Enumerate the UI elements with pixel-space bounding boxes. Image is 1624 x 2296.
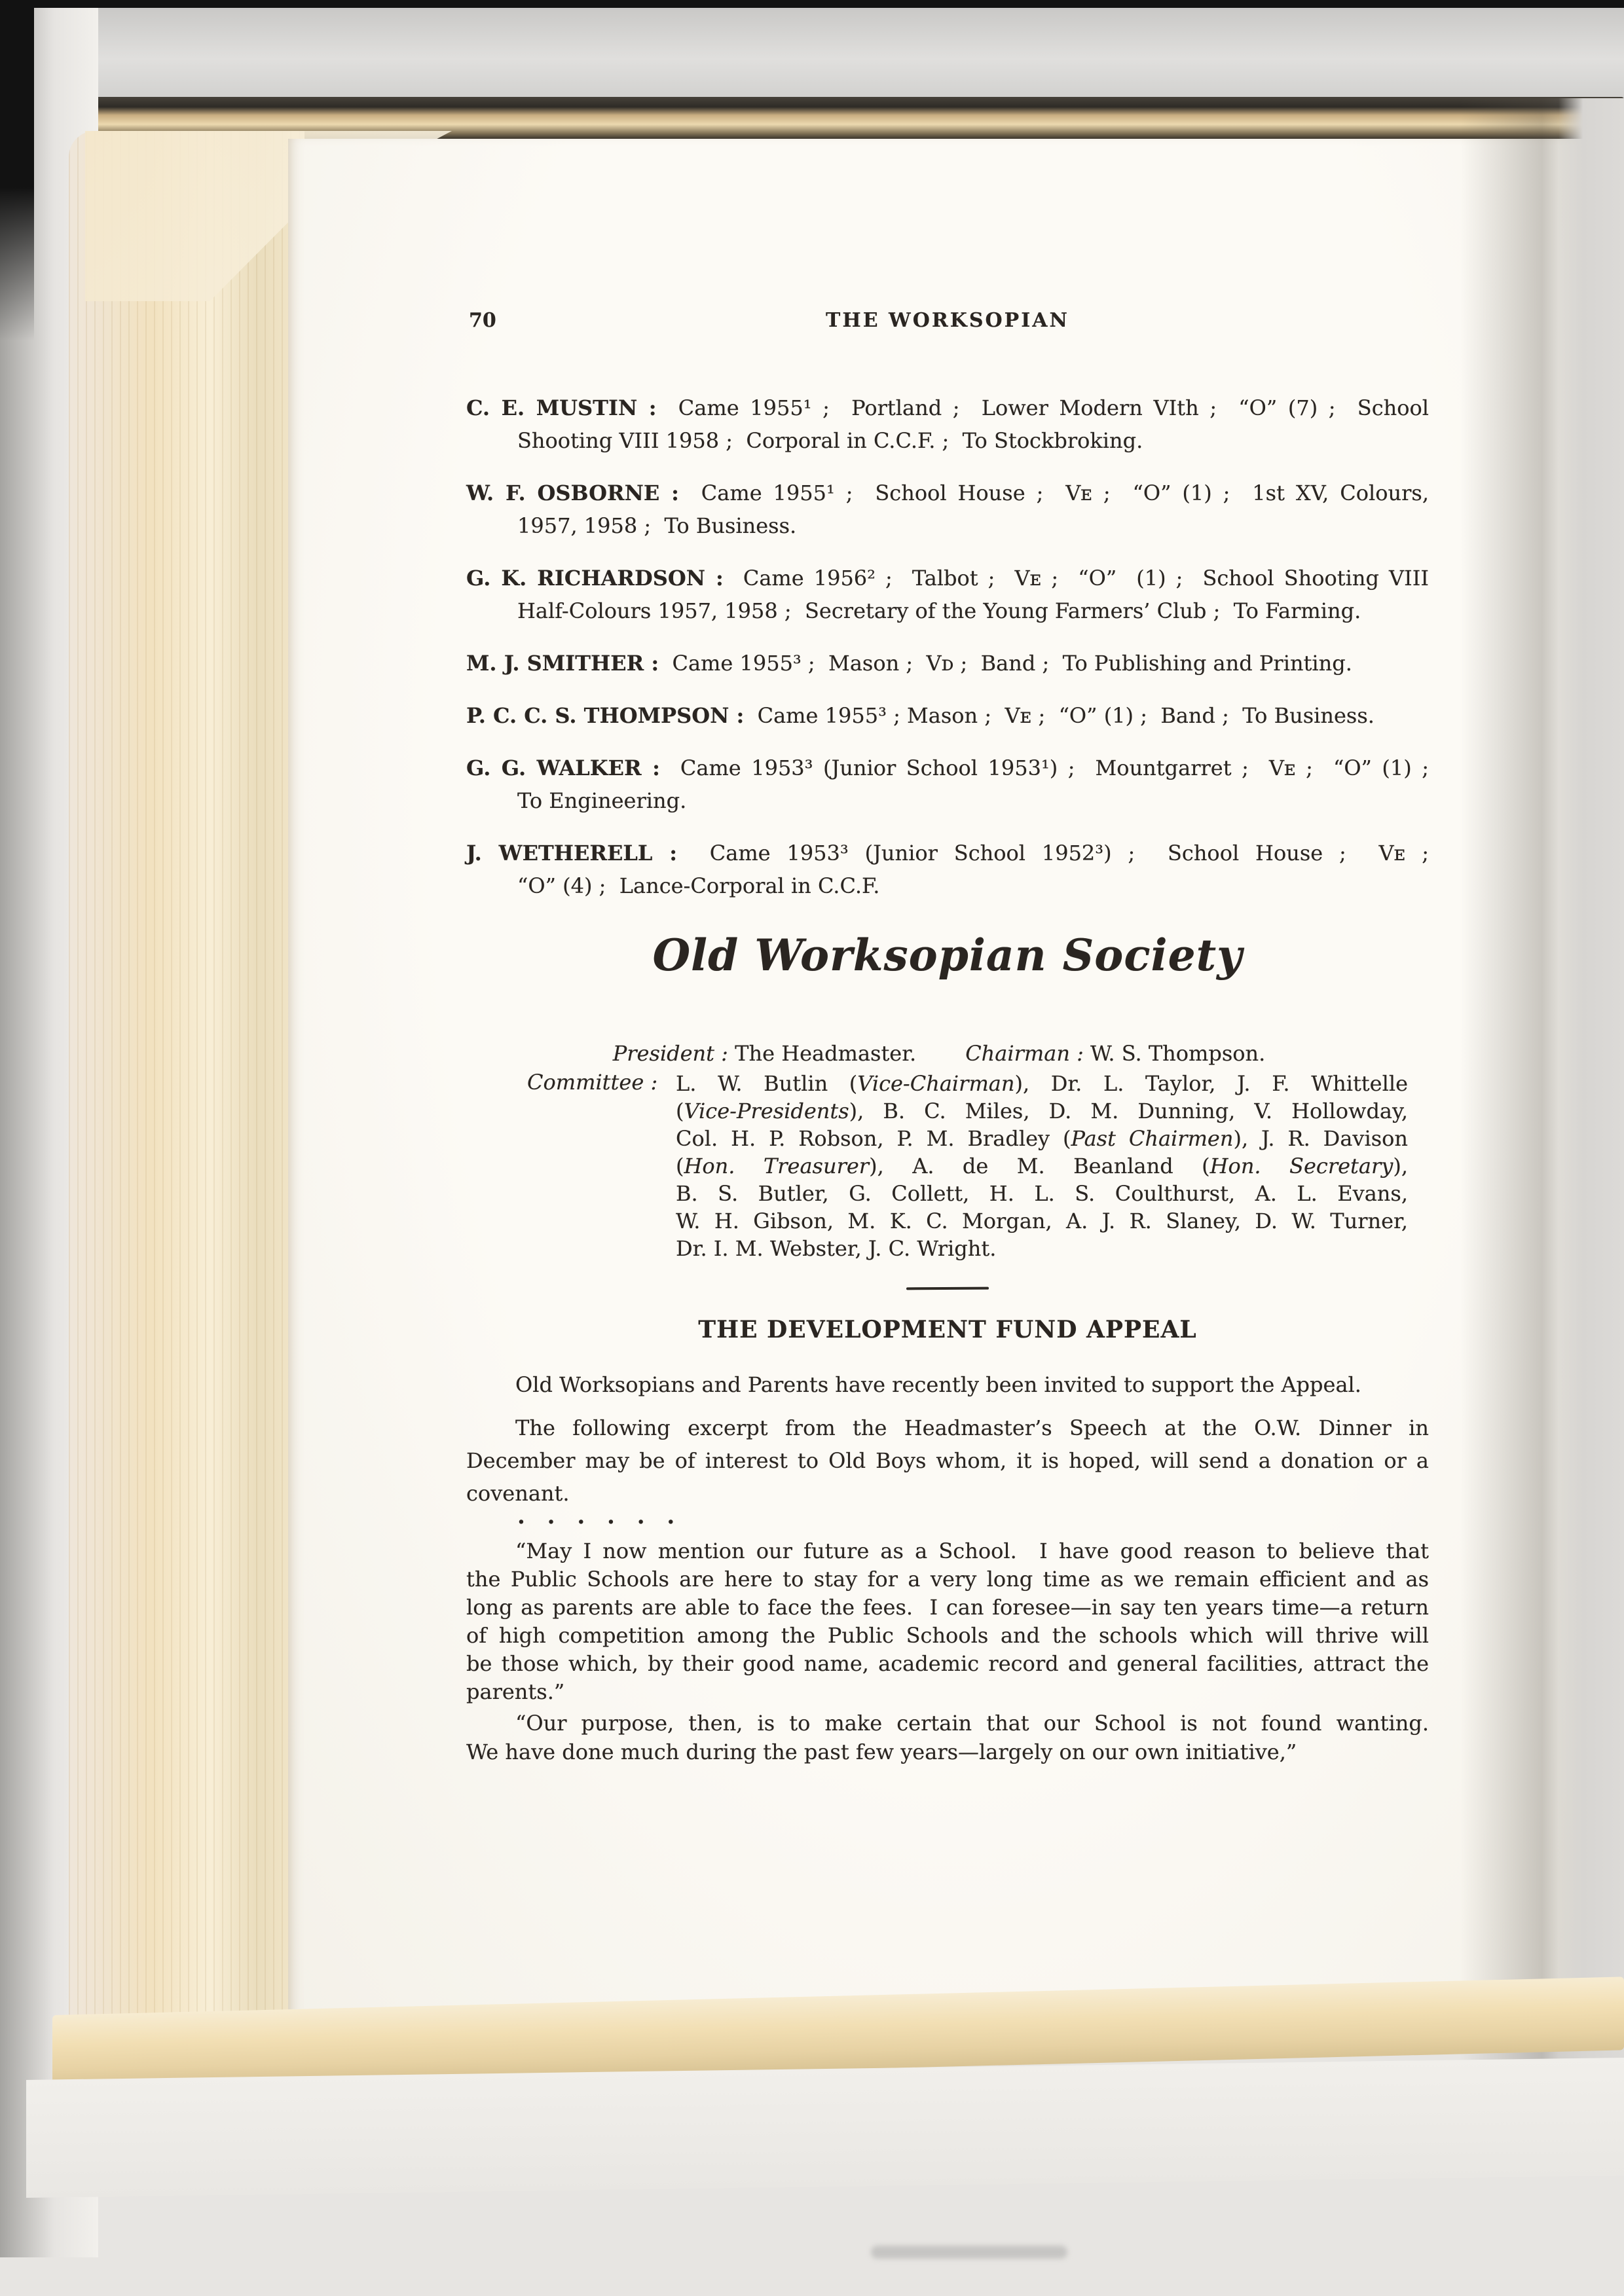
text-run: Came 1953³ (Junior School 1953¹) ; Mountgarret ; Vᴇ ; “O” (1) ;	[659, 756, 1430, 780]
text-run: We have done much during the past few years—largely on our own initiative,”	[466, 1740, 1297, 1764]
president-label: President :	[612, 1041, 735, 1066]
entry-name: J. WETHERELL :	[466, 841, 678, 866]
text-run: The following excerpt from the Headmaster’s Speech at the O.W. Dinner in	[515, 1415, 1429, 1440]
stacked-page-edges-left	[69, 131, 304, 2108]
entry-name: M. J. SMITHER :	[466, 651, 659, 676]
entry-name: P. C. C. S. THOMPSON :	[466, 703, 745, 728]
text-line	[466, 1368, 1429, 1401]
chairman-name: W. S. Thompson.	[1090, 1041, 1266, 1066]
text-run: Came 1955¹ ; Portland ; Lower Modern VIth ; “O” (7) ; School	[656, 395, 1430, 420]
appeal-heading: THE DEVELOPMENT FUND APPEAL	[698, 1316, 1197, 1343]
italic-text: Hon. Secretary	[1209, 1154, 1393, 1178]
text-line	[466, 837, 1429, 869]
text-line	[466, 869, 1429, 902]
text-line	[466, 1412, 1429, 1444]
ellipsis-separator: . . . . . .	[517, 1503, 682, 1529]
text-line	[676, 1235, 1408, 1262]
register-entry	[466, 699, 1429, 732]
text-line	[676, 1207, 1408, 1235]
text-line	[466, 562, 1429, 594]
book-cover-bottom-edge	[26, 2058, 1624, 2198]
text-run: 1957, 1958 ; To Business.	[517, 513, 797, 538]
entry-name: W. F. OSBORNE :	[466, 481, 679, 505]
register-entry	[466, 392, 1429, 457]
register-entry	[466, 562, 1429, 627]
page-header	[466, 309, 1429, 332]
text-run: To Engineering.	[517, 788, 687, 813]
text-run: parents.”	[466, 1679, 565, 1704]
society-heading: Old Worksopian Society	[652, 930, 1243, 981]
text-line	[466, 1678, 1429, 1706]
text-line	[466, 1594, 1429, 1622]
text-run: the Public Schools are here to stay for a very long time as we remain efficient and as	[466, 1567, 1429, 1592]
text-run: long as parents are able to face the fees. I can foresee—in say ten years time—a return	[466, 1595, 1429, 1620]
text-run: Came 1955³ ; Mason ; Vᴇ ; “O” (1) ; Band ; To Business.	[744, 703, 1375, 728]
text-run: Came 1956² ; Talbot ; Vᴇ ; “O” (1) ; School Shooting VIII	[723, 566, 1430, 591]
text-line	[676, 1180, 1408, 1207]
text-run: (	[676, 1154, 684, 1178]
running-title: THE WORKSOPIAN	[826, 309, 1069, 332]
committee-list	[676, 1070, 1408, 1262]
text-line	[466, 1444, 1429, 1477]
text-run: December may be of interest to Old Boys whom, it is hoped, will send a donation or a	[466, 1448, 1429, 1473]
scanner-background-top	[0, 0, 1624, 8]
text-run: (	[676, 1099, 684, 1123]
text-run: covenant.	[466, 1481, 570, 1506]
text-run: be those which, by their good name, academic record and general facilities, attract the	[466, 1651, 1429, 1676]
speech-excerpt-paragraph	[466, 1537, 1429, 1706]
text-run: Came 1955³ ; Mason ; Vᴅ ; Band ; To Publishing and Printing.	[659, 651, 1352, 676]
text-run: “O” (4) ; Lance-Corporal in C.C.F.	[517, 873, 880, 898]
leavers-register	[466, 392, 1429, 922]
text-run: ), J. R. Davison	[1233, 1126, 1408, 1151]
text-run: L. W. Butlin (	[676, 1071, 858, 1096]
text-line	[466, 1537, 1429, 1565]
text-run: “May I now mention our future as a School. I have good reason to believe that	[515, 1539, 1429, 1563]
book-cover-top-edge	[0, 0, 1624, 98]
chairman-label: Chairman :	[965, 1041, 1091, 1066]
text-line	[676, 1152, 1408, 1180]
text-line	[466, 594, 1429, 627]
text-run: Shooting VIII 1958 ; Corporal in C.C.F. ; To Stockbroking.	[517, 428, 1143, 453]
text-run: ),	[1393, 1154, 1409, 1178]
text-run: Came 1955¹ ; School House ; Vᴇ ; “O” (1) ; 1st XV, Colours,	[678, 481, 1430, 505]
entry-name: G. K. RICHARDSON :	[466, 566, 724, 591]
text-run: ), A. de M. Beanland (	[869, 1154, 1210, 1178]
text-line	[466, 477, 1429, 509]
text-line	[466, 699, 1429, 732]
text-line	[466, 1650, 1429, 1678]
italic-text: Past Chairmen	[1071, 1126, 1234, 1151]
italic-text: Vice-Chairman	[857, 1071, 1015, 1096]
text-run: “Our purpose, then, is to make certain that our School is not found wanting.	[515, 1711, 1429, 1736]
text-line	[466, 1622, 1429, 1650]
text-line	[676, 1125, 1408, 1152]
entry-name: C. E. MUSTIN :	[466, 395, 657, 420]
text-run: Col. H. P. Robson, P. M. Bradley (	[676, 1126, 1071, 1151]
register-entry	[466, 477, 1429, 542]
text-line	[466, 509, 1429, 542]
text-run: Half-Colours 1957, 1958 ; Secretary of the Young Farmers’ Club ; To Farming.	[517, 598, 1361, 623]
text-run: Came 1953³ (Junior School 1952³) ; School House ; Vᴇ ;	[677, 841, 1430, 866]
italic-text: Hon. Treasurer	[684, 1154, 870, 1178]
scan-smudge	[871, 2246, 1067, 2259]
committee-label: Committee :	[527, 1070, 665, 1095]
text-run: Old Worksopians and Parents have recently been invited to support the Appeal.	[515, 1372, 1361, 1397]
italic-text: Vice-Presidents	[684, 1099, 849, 1123]
register-entry	[466, 837, 1429, 902]
appeal-paragraph	[466, 1412, 1429, 1510]
text-line	[466, 424, 1429, 457]
text-line	[676, 1097, 1408, 1125]
text-line	[466, 647, 1429, 680]
page-gutter-shadow	[1460, 98, 1624, 2088]
text-run: Dr. I. M. Webster, J. C. Wright.	[676, 1236, 997, 1261]
appeal-paragraph	[466, 1368, 1429, 1401]
text-run: B. S. Butler, G. Collett, H. L. S. Coulthurst, A. L. Evans,	[676, 1181, 1408, 1206]
speech-excerpt-paragraph	[466, 1709, 1429, 1766]
register-entry	[466, 752, 1429, 817]
text-line	[676, 1070, 1408, 1097]
scanner-background-left	[0, 0, 34, 340]
register-entry	[466, 647, 1429, 680]
folio-number: 70	[469, 309, 496, 332]
text-line	[466, 752, 1429, 784]
section-divider-rule	[906, 1287, 989, 1290]
text-line	[466, 1565, 1429, 1594]
text-run: of high competition among the Public Schools and the schools which will thrive will	[466, 1623, 1429, 1648]
president-name: The Headmaster.	[735, 1041, 917, 1066]
entry-name: G. G. WALKER :	[466, 756, 660, 780]
text-line	[466, 392, 1429, 424]
text-run: ), Dr. L. Taylor, J. F. Whittelle	[1014, 1071, 1409, 1096]
text-run: W. H. Gibson, M. K. C. Morgan, A. J. R. Slaney, D. W. Turner,	[676, 1209, 1408, 1233]
text-run: ), B. C. Miles, D. M. Dunning, V. Hollowday,	[849, 1099, 1408, 1123]
text-line	[466, 1738, 1429, 1766]
text-line	[466, 1709, 1429, 1738]
text-line	[466, 784, 1429, 817]
